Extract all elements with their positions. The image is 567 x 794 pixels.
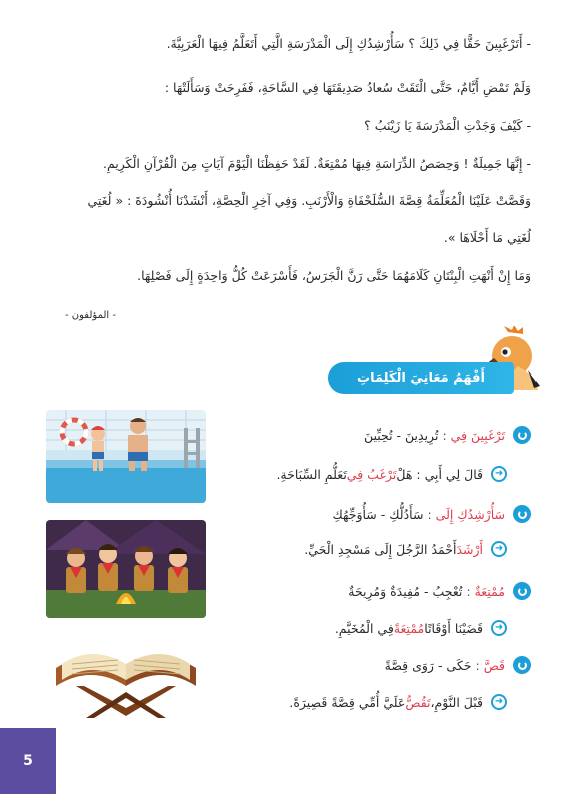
vocab-item-2	[332, 505, 531, 523]
example-keyword: مُمْتِعَةً	[393, 620, 425, 636]
example-text: قَبْلَ النَّوْمِ،	[430, 694, 483, 710]
page-number: 5	[23, 753, 33, 769]
vocab-item-4	[385, 656, 531, 674]
example-text: قَضَيْنَا أَوْقَاتًا	[424, 620, 483, 636]
example-text: فِي الْمُخَيَّمِ.	[334, 620, 394, 636]
arrow-right-bullet-icon: ➜	[491, 466, 507, 482]
vocab-definition: حَكَى - رَوَى قِصَّةً	[384, 657, 472, 673]
author-credit: - المؤلفون -	[65, 310, 116, 321]
story-line-2: وَلَمْ تَمْضِ أَيَّامٌ، حَتَّى الْتَقَتْ سُعادُ صَدِيقَتَهَا فِي السَّاحَةِ، فَفَرِحَتْ وَسَأَلَتْهَا :	[164, 80, 531, 95]
example-keyword: تَقُصُّ	[405, 694, 431, 710]
vocab-word: مُمْتِعَةٌ	[474, 583, 505, 599]
vocab-definition: تُرِيدِينَ - تُحِبِّينَ	[363, 427, 439, 443]
arrow-right-bullet-icon: ➜	[491, 694, 507, 710]
open-quran-stand-illustration	[46, 628, 206, 723]
arrow-right-bullet-icon: ➜	[491, 541, 507, 557]
vocab-word: سَأُرْشِدُكِ إِلَى	[435, 506, 505, 522]
example-text: قَالَ لِي أَبِي : هَلْ	[396, 466, 483, 482]
story-line-4: - إِنَّهَا جَمِيلَةٌ ! وَحِصَصُ الدِّرَاسَةِ فِيهَا مُمْتِعَةٌ. لَقَدْ حَفِظْنَا الْيَوْمَ آيَاتٍ مِنَ الْقُرْآنِ الْكَرِيمِ.	[103, 156, 531, 171]
refresh-bullet-icon	[513, 656, 531, 674]
vocab-word: تَرْغَبِينَ فِي	[450, 427, 505, 443]
story-line-3: - كَيْفَ وَجَدْتِ الْمَدْرَسَةَ يَا زَيْنَبُ ؟	[364, 118, 531, 133]
example-keyword: أَرْشَدَ	[456, 541, 483, 557]
vocab-example-3	[335, 620, 507, 636]
story-line-6: لُغَتِي مَا أَحْلَاهَا ».	[443, 230, 531, 245]
vocab-example-2	[304, 541, 507, 557]
example-text: أَحْمَدُ الرَّجُلَ إِلَى مَسْجِدِ الْحَيِّ.	[304, 541, 457, 557]
refresh-bullet-icon	[513, 426, 531, 444]
vocab-item-3	[348, 582, 531, 600]
refresh-bullet-icon	[513, 505, 531, 523]
scouts-campfire-illustration	[46, 520, 206, 618]
vocab-separator: :	[427, 506, 432, 522]
vocab-definition: سَأَدُلُّكِ - سَأُوَجِّهُكِ	[332, 506, 424, 522]
vocab-separator: :	[442, 427, 447, 443]
arrow-right-bullet-icon: ➜	[491, 620, 507, 636]
story-line-1: - أَتَرْغَبِينَ حَقًّا فِي ذَلِكَ ؟ سَأُرْشِدُكِ إِلَى الْمَدْرَسَةِ الَّتِي أَتَعَلَّمُ فِيهَا الْعَرَبِيَّةَ.	[166, 36, 531, 51]
refresh-bullet-icon	[513, 582, 531, 600]
example-text: تَعَلُّمِ السِّبَاحَةِ.	[276, 466, 347, 482]
vocab-example-1	[276, 466, 507, 482]
vocab-example-4	[289, 694, 507, 710]
example-text: عَلَيَّ أُمِّي قِصَّةً قَصِيرَةً.	[289, 694, 406, 710]
page-number-box	[0, 728, 56, 794]
section-title-banner	[328, 362, 514, 394]
example-keyword: تَرْغَبُ فِي	[346, 466, 397, 482]
section-title: أَفْهَمُ مَعَانِيَ الْكَلِمَاتِ	[357, 370, 485, 386]
vocab-item-1	[364, 426, 531, 444]
vocab-word: قَصَّ	[483, 657, 505, 673]
story-line-7: وَمَا إِنْ أَنْهَتِ الْبِنْتَانِ كَلَامَهُمَا حَتَّى رَنَّ الْجَرَسُ، فَأَسْرَعَتْ كُلُّ وَاحِدَةٍ إِلَى فَصْلِهَا.	[137, 268, 531, 283]
vocab-separator: :	[466, 583, 471, 599]
swimming-pool-illustration	[46, 410, 206, 503]
story-line-5: وَقَصَّتْ عَلَيْنَا الْمُعَلِّمَةُ قِصَّةَ السُّلَحْفَاةِ وَالْأَرْنَبِ. وَفِي آخِرِ الْحِصَّةِ، أَنْشَدْنَا أُنْشُودَةَ : « لُغَتِي	[87, 193, 531, 208]
vocab-definition: تُعْجِبُ - مُفِيدَةٌ وَمُرِيحَةٌ	[348, 583, 463, 599]
vocab-separator: :	[475, 657, 480, 673]
